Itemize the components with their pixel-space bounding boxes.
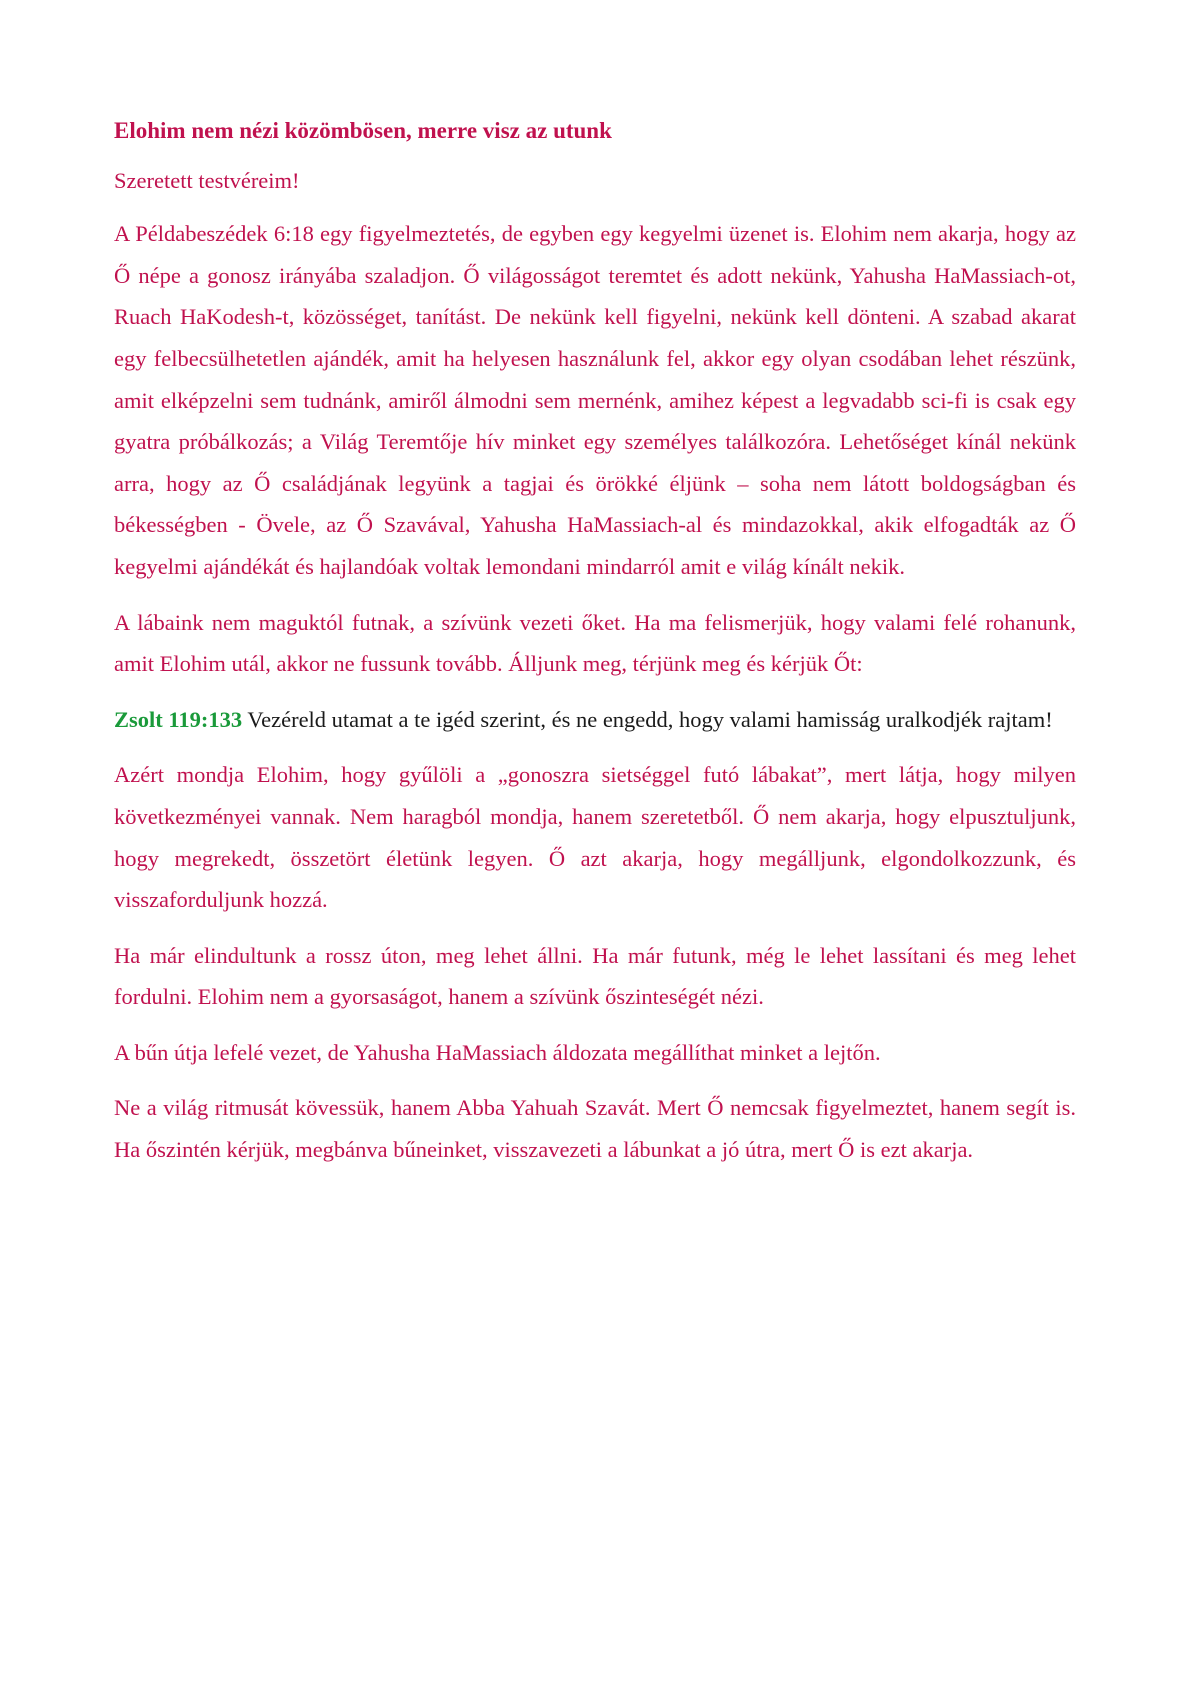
paragraph-4: Ha már elindultunk a rossz úton, meg lehet állni. Ha már futunk, még le lehet lassítani és meg lehet fordulni. Elohim nem a gyorsaságot, hanem a szívünk őszinteségét nézi. bbox=[114, 942, 1076, 1010]
verse-paragraph bbox=[114, 699, 1076, 741]
greeting: Szeretett testvéreim! bbox=[114, 167, 300, 193]
paragraph-2: A lábaink nem maguktól futnak, a szívünk vezeti őket. Ha ma felismerjük, hogy valami felé rohanunk, amit Elohim utál, akkor ne fussunk tovább. Álljunk meg, térjünk meg és kérjük Őt: bbox=[114, 609, 1076, 677]
paragraph-1: A Példabeszédek 6:18 egy figyelmeztetés, de egyben egy kegyelmi üzenet is. Elohim nem akarja, hogy az Ő népe a gonosz irányába szaladjon. Ő világosságot teremtet és adott nekünk, Yahusha HaMassiach-ot, Ruach HaKodesh-t, közösséget, tanítást. De nekünk kell figyelni, nekünk kell dönteni. A szabad akarat egy felbecsülhetetlen ajándék, amit ha helyesen használunk fel, akkor egy olyan csodában lehet részünk, amit elképzelni sem tudnánk, amiről álmodni sem mernénk, amihez képest a legvadabb sci-fi is csak egy gyatra próbálkozás; a Világ Teremtője hív minket egy személyes találkozóra. Lehetőséget kínál nekünk arra, hogy az Ő családjának legyünk a tagjai és örökké éljünk – soha nem látott boldogságban és békességben - Övele, az Ő Szavával, Yahusha HaMassiach-al és mindazokkal, akik elfogadták az Ő kegyelmi ajándékát és hajlandóak voltak lemondani mindarról amit e világ kínált nekik. bbox=[114, 221, 1076, 579]
paragraph-5: A bűn útja lefelé vezet, de Yahusha HaMassiach áldozata megállíthat minket a lejtőn. bbox=[114, 1039, 881, 1065]
document-title: Elohim nem nézi közömbösen, merre visz az utunk bbox=[114, 118, 612, 143]
verse-reference: Zsolt 119:133 bbox=[114, 706, 243, 732]
document-body bbox=[114, 110, 1076, 1185]
paragraph-6: Ne a világ ritmusát kövessük, hanem Abba Yahuah Szavát. Mert Ő nemcsak figyelmeztet, hanem segít is. Ha őszintén kérjük, megbánva bűneinket, visszavezeti a lábunkat a jó útra, mert Ő is ezt akarja. bbox=[114, 1095, 1076, 1163]
verse-text: Vezéreld utamat a te igéd szerint, és ne engedd, hogy valami hamisság uralkodjék rajtam! bbox=[242, 706, 1053, 732]
paragraph-3: Azért mondja Elohim, hogy gyűlöli a „gonoszra sietséggel futó lábakat”, mert látja, hogy milyen következményei vannak. Nem haragból mondja, hanem szeretetből. Ő nem akarja, hogy elpusztuljunk, hogy megrekedt, összetört életünk legyen. Ő azt akarja, hogy megálljunk, elgondolkozzunk, és visszaforduljunk hozzá. bbox=[114, 762, 1076, 913]
